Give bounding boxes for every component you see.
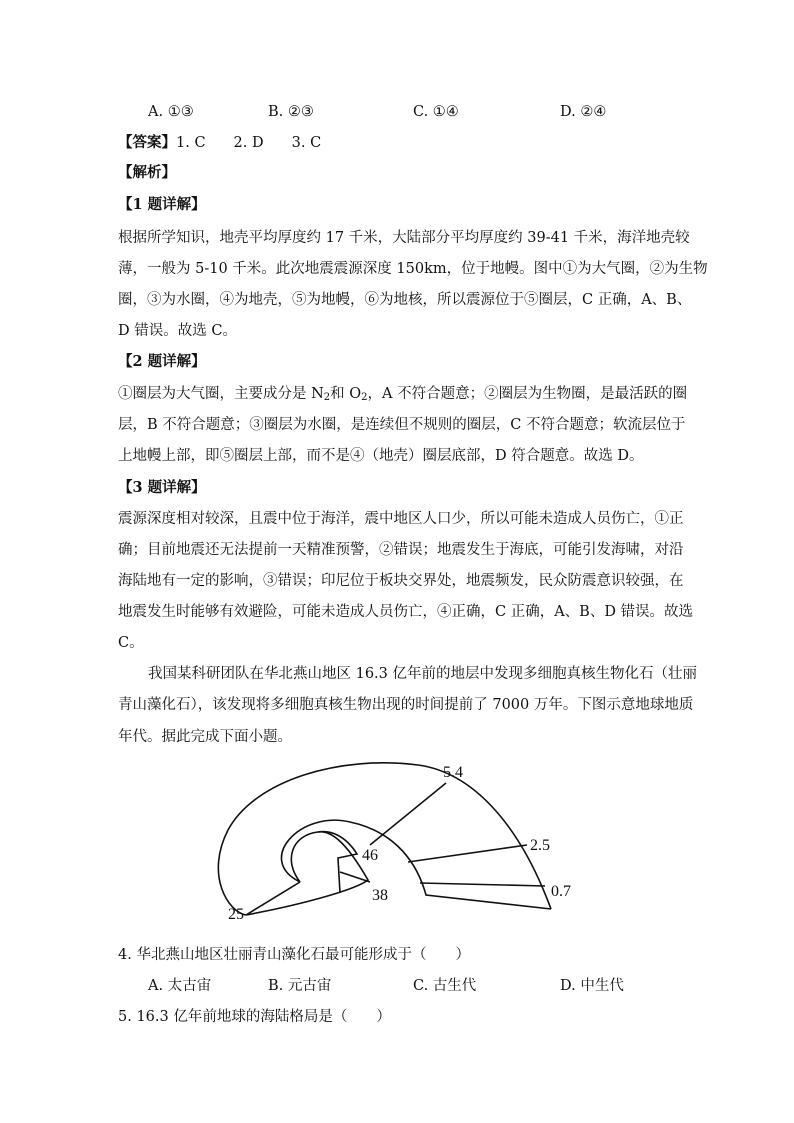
- label-38: 38: [372, 887, 388, 904]
- option-a: A. ①③: [148, 104, 194, 120]
- analysis-tag: 【解析】: [118, 164, 176, 181]
- q2-tag: 【2 题详解】: [118, 353, 206, 370]
- q1-line-2: 薄，一般为 5-10 千米。此次地震震源深度 150km，位于地幔。图中①为大气圈，②为生物: [118, 261, 708, 277]
- answer-3: 3. C: [291, 135, 322, 151]
- q4-option-d: D. 中生代: [560, 978, 624, 994]
- q2-line-1-part-c: ，A 不符合题意；②圈层为生物圈，是最活跃的圈: [367, 386, 688, 402]
- q1-tag: 【1 题详解】: [118, 196, 206, 213]
- label-25: 25: [228, 906, 244, 923]
- q2-line-3: 上地幔上部，即⑤圈层上部，而不是④（地壳）圈层底部，D 符合题意。故选 D。: [118, 448, 644, 464]
- q5-stem: 5. 16.3 亿年前地球的海陆格局是（ ）: [118, 1009, 391, 1025]
- q2-line-1-part-a: ①圈层为大气圈，主要成分是 N: [118, 386, 324, 402]
- q3-line-3: 海陆地有一定的影响，③错误；印尼位于板块交界处，地震频发，民众防震意识较强，在: [118, 573, 684, 589]
- q4-option-a: A. 太古宙: [148, 978, 212, 994]
- option-c: C. ①④: [413, 104, 459, 120]
- intro-line-2: 青山藻化石），该发现将多细胞真核生物出现的时间提前了 7000 万年。下图示意地球地质: [118, 697, 694, 713]
- q4-option-c: C. 古生代: [413, 978, 477, 994]
- answer-2: 2. D: [233, 135, 264, 151]
- intro-line-1: 我国某科研团队在华北燕山地区 16.3 亿年前的地层中发现多细胞真核生物化石（壮丽: [148, 666, 698, 682]
- q4-stem: 4. 华北燕山地区壮丽青山藻化石最可能形成于（ ）: [118, 947, 470, 963]
- label-0-7: 0.7: [551, 883, 571, 900]
- q2-sub-o2: 2: [361, 392, 368, 403]
- answer-tag: 【答案】: [118, 134, 176, 151]
- label-5-4: 5.4: [443, 764, 463, 781]
- q1-line-3: 圈，③为水圈，④为地壳，⑤为地幔，⑥为地核，所以震源位于⑤圈层，C 正确，A、B、: [118, 292, 692, 308]
- boundary-2-5: [408, 845, 527, 862]
- q4-option-b: B. 元古宙: [268, 978, 332, 994]
- q3-line-1: 震源深度相对较深，且震中位于海洋，震中地区人口少，所以可能未造成人员伤亡，①正: [118, 511, 684, 527]
- q3-line-4: 地震发生时能够有效避险，可能未造成人员伤亡，④正确，C 正确，A、B、D 错误。故选: [118, 604, 694, 620]
- option-d: D. ②④: [560, 104, 607, 120]
- label-2-5: 2.5: [530, 837, 550, 854]
- q3-line-2: 确；目前地震还无法提前一天精准预警，②错误；地震发生于海底，可能引发海啸，对沿: [118, 542, 684, 558]
- label-46: 46: [362, 847, 378, 864]
- spiral-inner-curve: [246, 820, 551, 915]
- q1-line-1: 根据所学知识，地壳平均厚度约 17 千米，大陆部分平均厚度约 39-41 千米，海洋地壳较: [118, 230, 690, 246]
- intro-line-3: 年代。据此完成下面小题。: [118, 729, 292, 745]
- q3-line-5: C。: [118, 635, 144, 651]
- option-b: B. ②③: [268, 104, 314, 120]
- q3-tag: 【3 题详解】: [118, 479, 206, 496]
- q2-line-2: 层，B 不符合题意；③圈层为水圈，是连续但不规则的圈层，C 不符合题意；软流层位于: [118, 417, 686, 433]
- boundary-5-4: [370, 783, 446, 845]
- answer-1: 1. C: [176, 135, 206, 151]
- q2-line-1-part-b: 和 O: [330, 386, 362, 402]
- q2-sub-n2: 2: [323, 392, 331, 403]
- spiral-tip: [318, 832, 357, 893]
- boundary-0-7: [420, 883, 545, 886]
- q1-line-4: D 错误。故选 C。: [118, 323, 237, 339]
